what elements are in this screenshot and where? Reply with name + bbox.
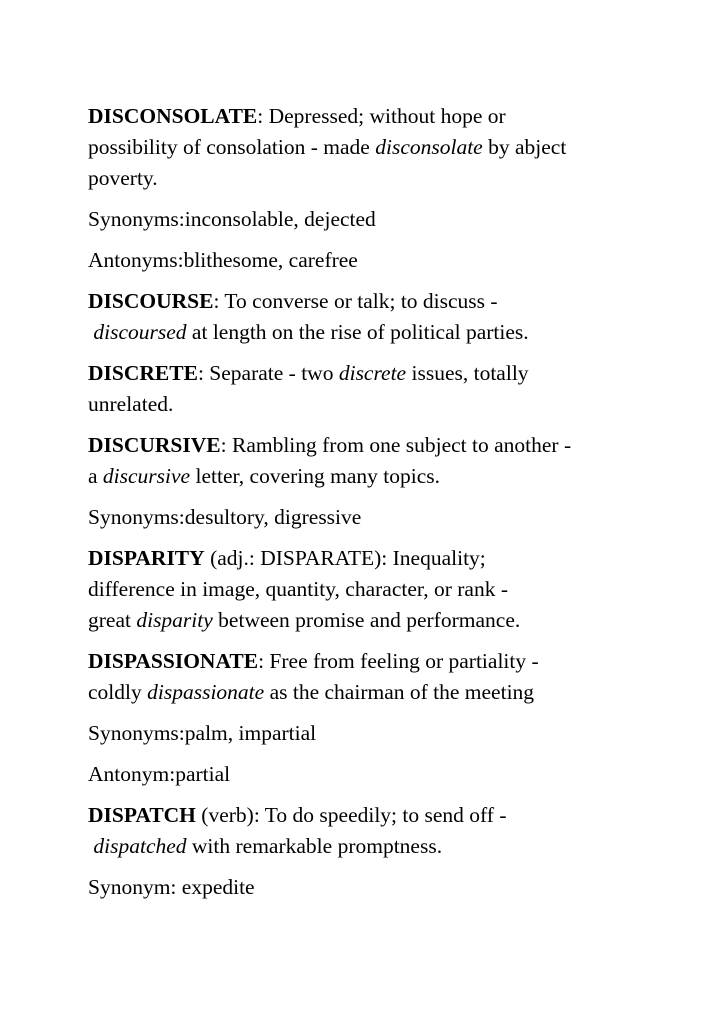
- entry-line: unrelated.: [88, 392, 174, 416]
- entry-example-word: dispassionate: [147, 680, 265, 704]
- synonyms-line: Synonym: expedite: [88, 875, 255, 899]
- entry-word: DISCRETE: [88, 361, 198, 385]
- entry-example: issues, totally: [406, 361, 529, 385]
- entry-line: [88, 317, 668, 348]
- antonyms-line: Antonym:partial: [88, 762, 231, 786]
- entry-word: DISPARITY: [88, 546, 205, 570]
- entry-example-word: dispatched: [93, 834, 187, 858]
- entry-example: as the chairman of the meeting: [264, 680, 535, 704]
- entry-dispassionate: [88, 646, 668, 708]
- entry-line: [88, 461, 668, 492]
- entry-word: DISCURSIVE: [88, 433, 221, 457]
- entry-line: [88, 101, 668, 132]
- entry-disconsolate: [88, 101, 668, 194]
- entry-line: poverty.: [88, 166, 158, 190]
- entry-example-word: discursive: [102, 464, 191, 488]
- entry-line: [88, 831, 668, 862]
- entry-example: coldly: [88, 680, 148, 704]
- entry-definition: : To converse or talk; to discuss -: [213, 289, 498, 313]
- entry-definition: : Free from feeling or partiality -: [258, 649, 539, 673]
- entry-example: possibility of consolation - made: [88, 135, 376, 159]
- entry-line: [88, 800, 668, 831]
- entry-discursive: [88, 430, 668, 492]
- entry-example: at length on the rise of political parties.: [186, 320, 529, 344]
- entry-definition: : Rambling from one subject to another -: [220, 433, 572, 457]
- entry-definition: : Separate - two: [197, 361, 339, 385]
- entry-line: difference in image, quantity, character, or rank -: [88, 577, 508, 601]
- entry-example-word: discrete: [338, 361, 407, 385]
- entry-line: [88, 132, 668, 163]
- synonyms-line: Synonyms:palm, impartial: [88, 721, 317, 745]
- entry-dispatch: [88, 800, 668, 862]
- entry-line: [88, 646, 668, 677]
- entry-definition: : Depressed; without hope or: [257, 104, 506, 128]
- antonyms-line: Antonyms:blithesome, carefree: [88, 248, 358, 272]
- entry-line: [88, 605, 668, 636]
- entry-word: DISCOURSE: [88, 289, 214, 313]
- entry-example-word: disconsolate: [375, 135, 483, 159]
- entry-line: [88, 677, 668, 708]
- entry-word: DISCONSOLATE: [88, 104, 258, 128]
- entry-example: a: [88, 464, 103, 488]
- entry-definition: (verb): To do speedily; to send off -: [195, 803, 507, 827]
- entry-example: with remarkable promptness.: [186, 834, 443, 858]
- entry-example: letter, covering many topics.: [190, 464, 441, 488]
- entry-word: DISPATCH: [88, 803, 196, 827]
- entry-example: by abject: [482, 135, 567, 159]
- entry-example: great: [88, 608, 137, 632]
- document-page: [88, 101, 668, 913]
- entry-disparity: [88, 543, 668, 636]
- entry-word: DISPASSIONATE: [88, 649, 259, 673]
- entry-line: [88, 358, 668, 389]
- entry-discourse: [88, 286, 668, 348]
- entry-example-word: disparity: [136, 608, 213, 632]
- entry-definition: (adj.: DISPARATE): Inequality;: [204, 546, 486, 570]
- entry-line: [88, 543, 668, 574]
- synonyms-line: Synonyms:desultory, digressive: [88, 505, 362, 529]
- entry-example: between promise and performance.: [212, 608, 521, 632]
- entry-line: [88, 286, 668, 317]
- synonyms-line: Synonyms:inconsolable, dejected: [88, 207, 376, 231]
- entry-discrete: [88, 358, 668, 420]
- entry-line: [88, 430, 668, 461]
- entry-example-word: discoursed: [93, 320, 187, 344]
